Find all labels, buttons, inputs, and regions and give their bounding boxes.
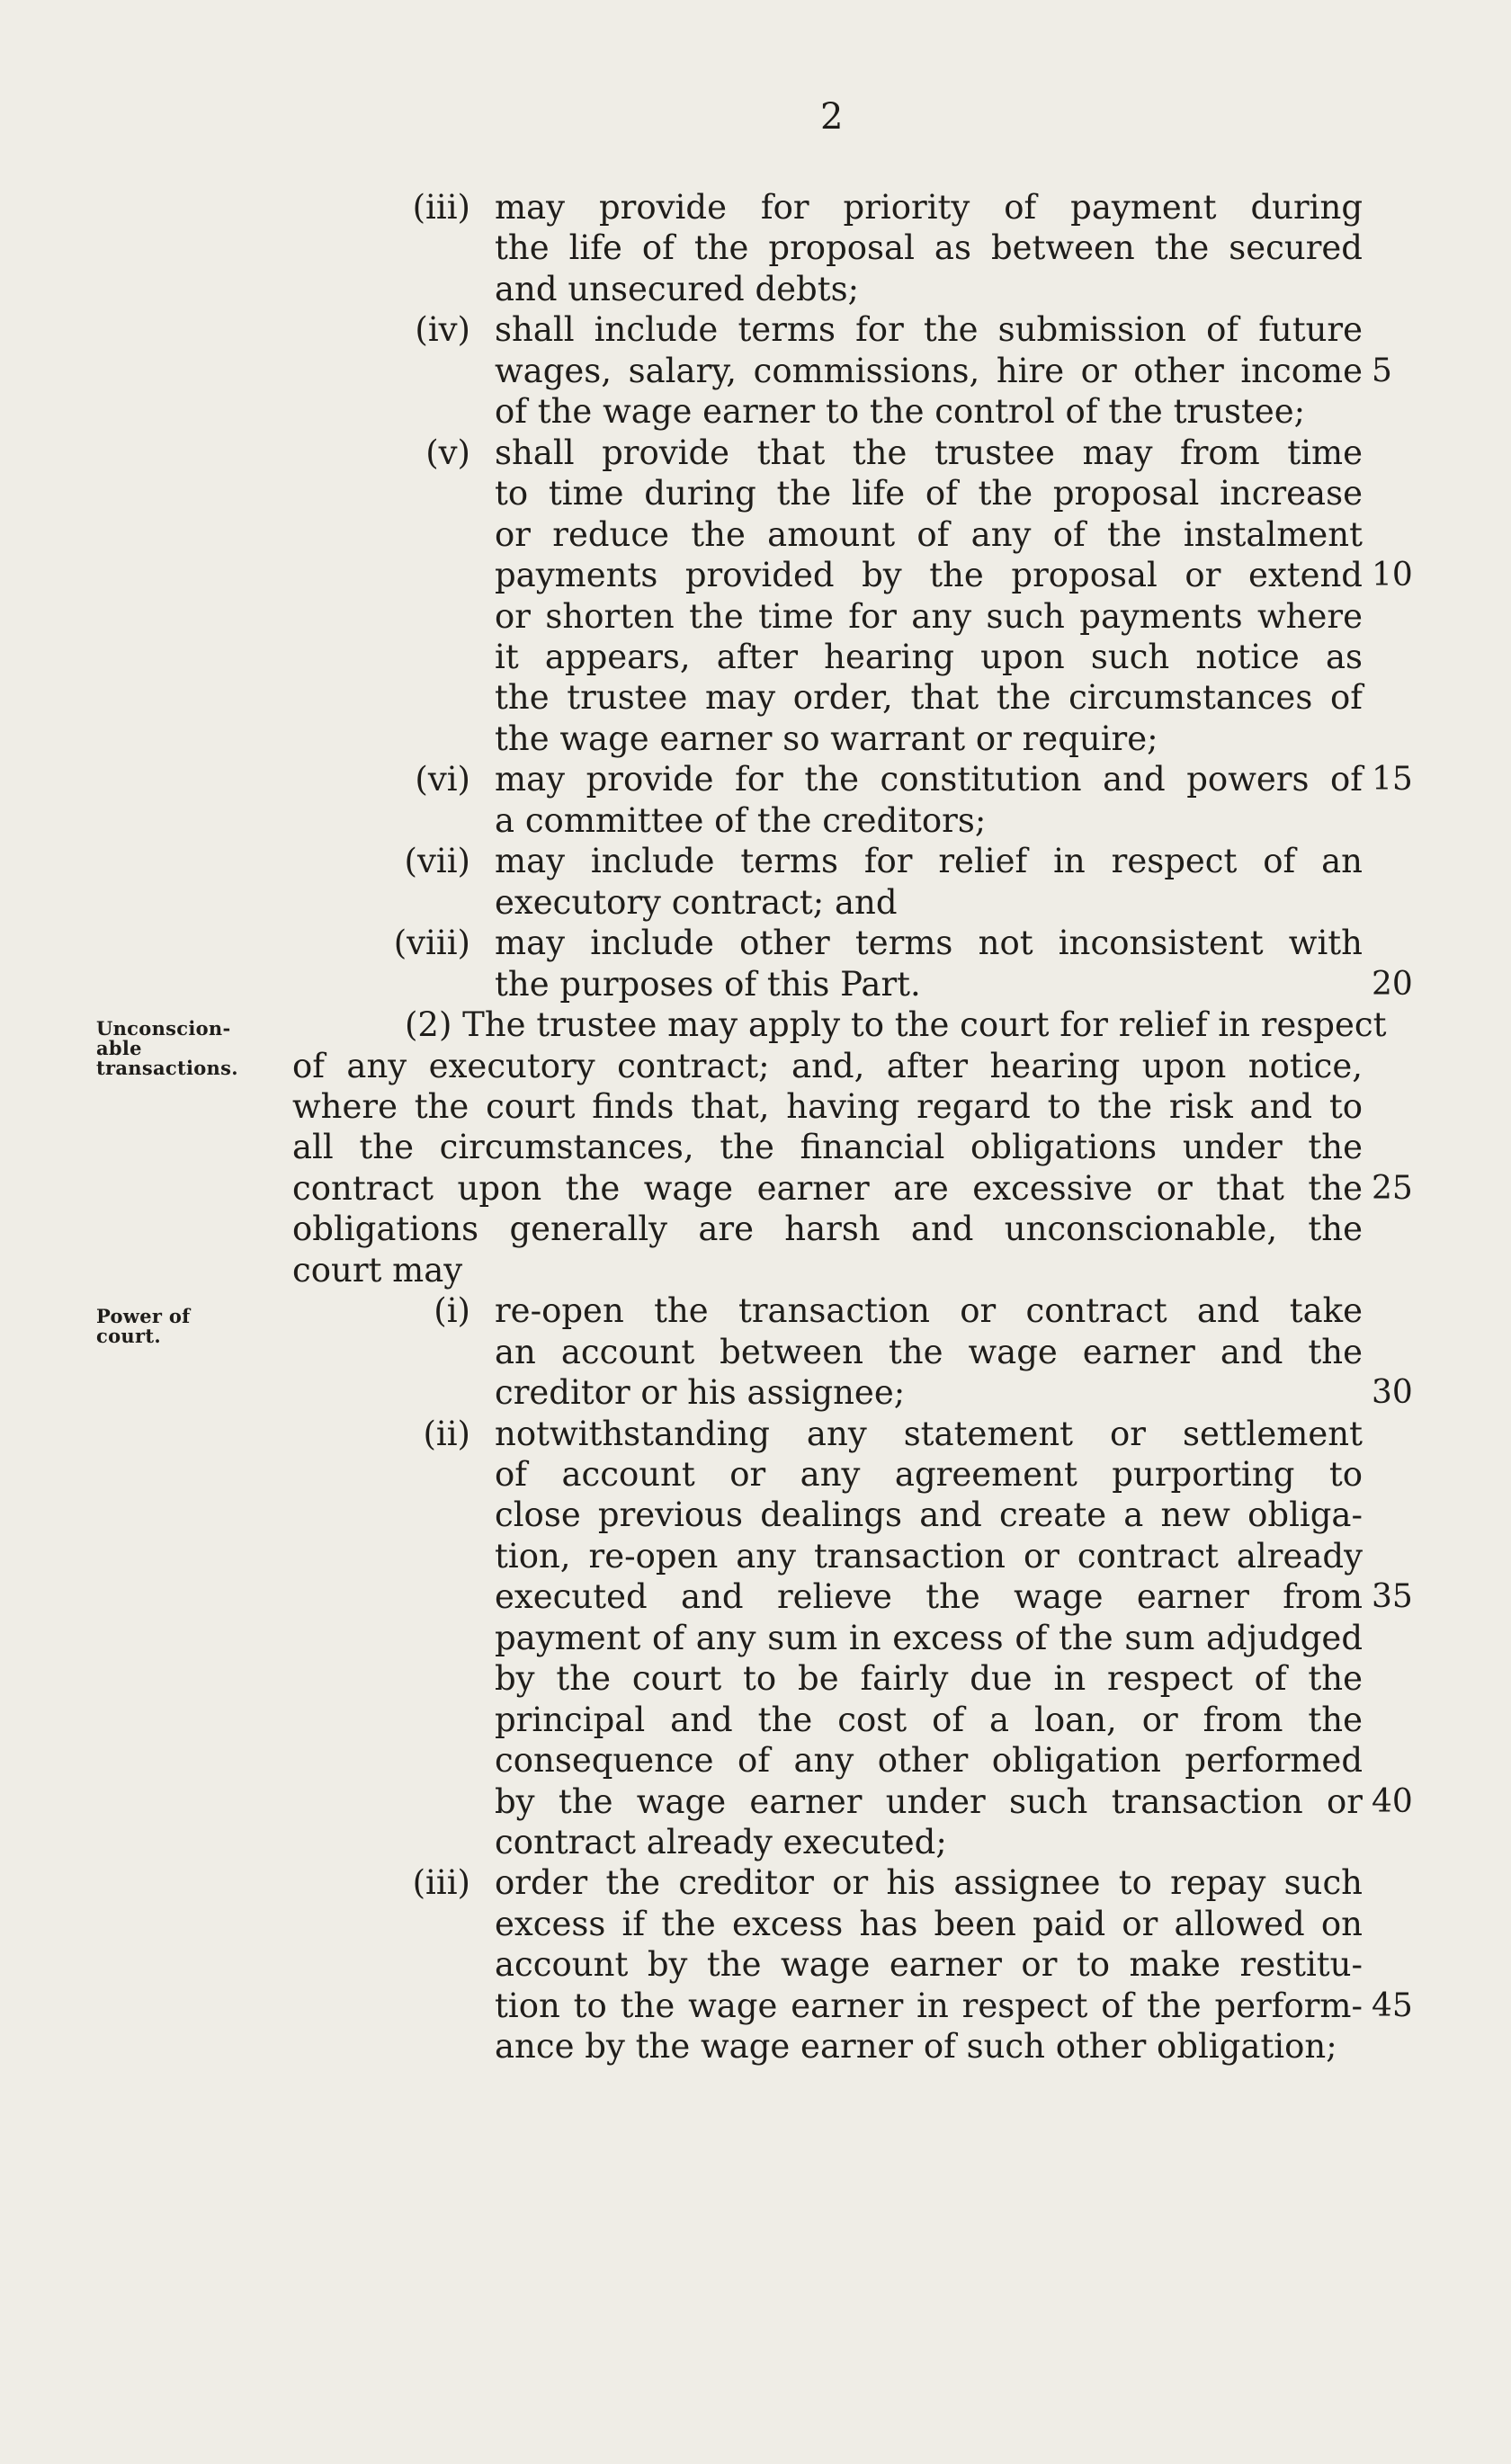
line-text: shall provide that the trustee may from time: [495, 433, 1363, 472]
text-line: [0, 800, 1511, 842]
margin-line-number: 25: [1372, 1169, 1413, 1207]
line-text: principal and the cost of a loan, or from the: [495, 1700, 1363, 1739]
margin-line-number: 15: [1372, 761, 1413, 799]
line-text: may include other terms not inconsistent with: [495, 924, 1363, 963]
line-text: contract upon the wage earner are excessive or that the: [292, 1168, 1363, 1208]
item-marker: (iii): [412, 1863, 470, 1903]
line-text: the trustee may order, that the circumstances of: [495, 678, 1363, 718]
side-note-line: Power of: [96, 1305, 191, 1327]
item-marker: (iv): [415, 310, 470, 350]
line-text: payments provided by the proposal or extend: [495, 556, 1363, 594]
line-text: may provide for the constitution and powers of: [495, 760, 1363, 799]
text-line: [0, 1536, 1511, 1577]
item-marker: (v): [425, 433, 470, 472]
line-text: payment of any sum in excess of the sum adjudged: [495, 1618, 1363, 1657]
text-line: [0, 187, 1511, 228]
line-text: court may: [292, 1250, 463, 1290]
side-note-line: transactions.: [96, 1057, 238, 1079]
line-text: or shorten the time for any such payments where: [495, 596, 1363, 636]
text-line: [0, 719, 1511, 760]
line-text: the wage earner so warrant or require;: [495, 719, 1158, 758]
text-line: [0, 514, 1511, 556]
text-line: [0, 228, 1511, 269]
text-line: [0, 1700, 1511, 1741]
text-line: [0, 1414, 1511, 1455]
text-line: [0, 555, 1511, 596]
text-line: [0, 1822, 1511, 1863]
line-text: close previous dealings and create a new obliga-: [495, 1495, 1363, 1535]
line-text: may provide for priority of payment during: [495, 188, 1363, 227]
line-text: notwithstanding any statement or settlement: [495, 1414, 1363, 1453]
item-marker: (iii): [412, 188, 470, 227]
item-marker: (ii): [423, 1414, 470, 1453]
line-text: of any executory contract; and, after hearing upon notice,: [292, 1046, 1363, 1085]
text-line: [0, 964, 1511, 1005]
line-text: account by the wage earner or to make restitu-: [495, 1945, 1363, 1985]
line-text: ance by the wage earner of such other obligation;: [495, 2027, 1337, 2067]
line-text: a committee of the creditors;: [495, 800, 987, 840]
text-line: [0, 1046, 1511, 1087]
text-line: [0, 1618, 1511, 1659]
text-line: [0, 2026, 1511, 2067]
side-note-line: Unconscion-: [96, 1017, 231, 1040]
line-text: shall include terms for the submission of future: [495, 310, 1363, 350]
text-line: [0, 841, 1511, 882]
text-line: [0, 473, 1511, 514]
text-line: [0, 1454, 1511, 1495]
text-line: [0, 677, 1511, 719]
text-line: [0, 882, 1511, 924]
margin-line-number: 20: [1372, 965, 1413, 1003]
text-line: [0, 637, 1511, 678]
margin-line-number: 35: [1372, 1578, 1413, 1616]
text-line: [0, 923, 1511, 964]
text-line: [0, 1658, 1511, 1700]
text-line: [0, 596, 1511, 638]
text-line: [0, 269, 1511, 310]
line-text: the life of the proposal as between the secured: [495, 228, 1363, 268]
line-text: obligations generally are harsh and unconscionable, the: [292, 1210, 1363, 1249]
text-line: [0, 1944, 1511, 1986]
item-marker: (vii): [404, 842, 470, 881]
line-text: consequence of any other obligation performed: [495, 1741, 1363, 1781]
text-line: [0, 391, 1511, 433]
line-text: excess if the excess has been paid or allowed on: [495, 1904, 1363, 1943]
line-text: tion to the wage earner in respect of the perform-: [495, 1986, 1363, 2025]
margin-line-number: 5: [1372, 352, 1392, 389]
text-line: [0, 1168, 1511, 1210]
line-text: re-open the transaction or contract and take: [495, 1291, 1363, 1331]
line-text: and unsecured debts;: [495, 269, 860, 308]
text-line: [0, 1781, 1511, 1823]
line-text: an account between the wage earner and the: [495, 1332, 1363, 1371]
text-line: [0, 1740, 1511, 1781]
text-line: [0, 1086, 1511, 1128]
text-line: [0, 309, 1511, 351]
item-marker: (i): [434, 1291, 470, 1331]
text-line: [0, 1862, 1511, 1904]
item-marker: (vi): [415, 760, 470, 799]
line-text: wages, salary, commissions, hire or other income: [495, 351, 1363, 390]
text-line: [0, 1372, 1511, 1414]
text-line: [0, 1127, 1511, 1168]
line-text: where the court finds that, having regard to the risk and to: [292, 1086, 1363, 1126]
line-text: by the court to be fairly due in respect of the: [495, 1659, 1363, 1699]
margin-line-number: 30: [1372, 1374, 1413, 1412]
page-number: 2: [820, 96, 844, 138]
text-line: [0, 1290, 1511, 1332]
line-text: may include terms for relief in respect of an: [495, 842, 1363, 881]
line-text: tion, re-open any transaction or contract already: [495, 1536, 1363, 1576]
text-line: [0, 759, 1511, 800]
line-text: order the creditor or his assignee to repay such: [495, 1863, 1363, 1903]
line-text: contract already executed;: [495, 1823, 947, 1861]
line-text: (2) The trustee may apply to the court for relief in respect: [405, 1005, 1387, 1044]
line-text: executory contract; and: [495, 882, 898, 922]
line-text: creditor or his assignee;: [495, 1373, 906, 1413]
line-text: it appears, after hearing upon such notice as: [495, 638, 1363, 676]
text-line: [0, 433, 1511, 474]
text-line: [0, 1250, 1511, 1291]
line-text: to time during the life of the proposal increase: [495, 474, 1363, 513]
line-text: by the wage earner under such transaction or: [495, 1781, 1363, 1821]
margin-line-number: 45: [1372, 1986, 1413, 2024]
text-line: [0, 1904, 1511, 1945]
text-line: [0, 1986, 1511, 2027]
line-text: the purposes of this Part.: [495, 964, 921, 1004]
side-note-line: able: [96, 1037, 142, 1059]
text-line: [0, 1209, 1511, 1250]
side-note-line: court.: [96, 1325, 161, 1347]
line-text: of account or any agreement purporting to: [495, 1455, 1363, 1494]
line-text: of the wage earner to the control of the trustee;: [495, 392, 1306, 432]
text-line: [0, 1004, 1511, 1046]
text-line: [0, 1495, 1511, 1536]
text-line: [0, 1332, 1511, 1373]
text-line: [0, 351, 1511, 392]
line-text: or reduce the amount of any of the instalment: [495, 514, 1363, 554]
margin-line-number: 40: [1372, 1782, 1413, 1820]
item-marker: (viii): [393, 924, 470, 963]
text-line: [0, 1576, 1511, 1618]
margin-line-number: 10: [1372, 557, 1413, 594]
line-text: executed and relieve the wage earner from: [495, 1577, 1363, 1617]
line-text: all the circumstances, the financial obligations under the: [292, 1128, 1363, 1167]
